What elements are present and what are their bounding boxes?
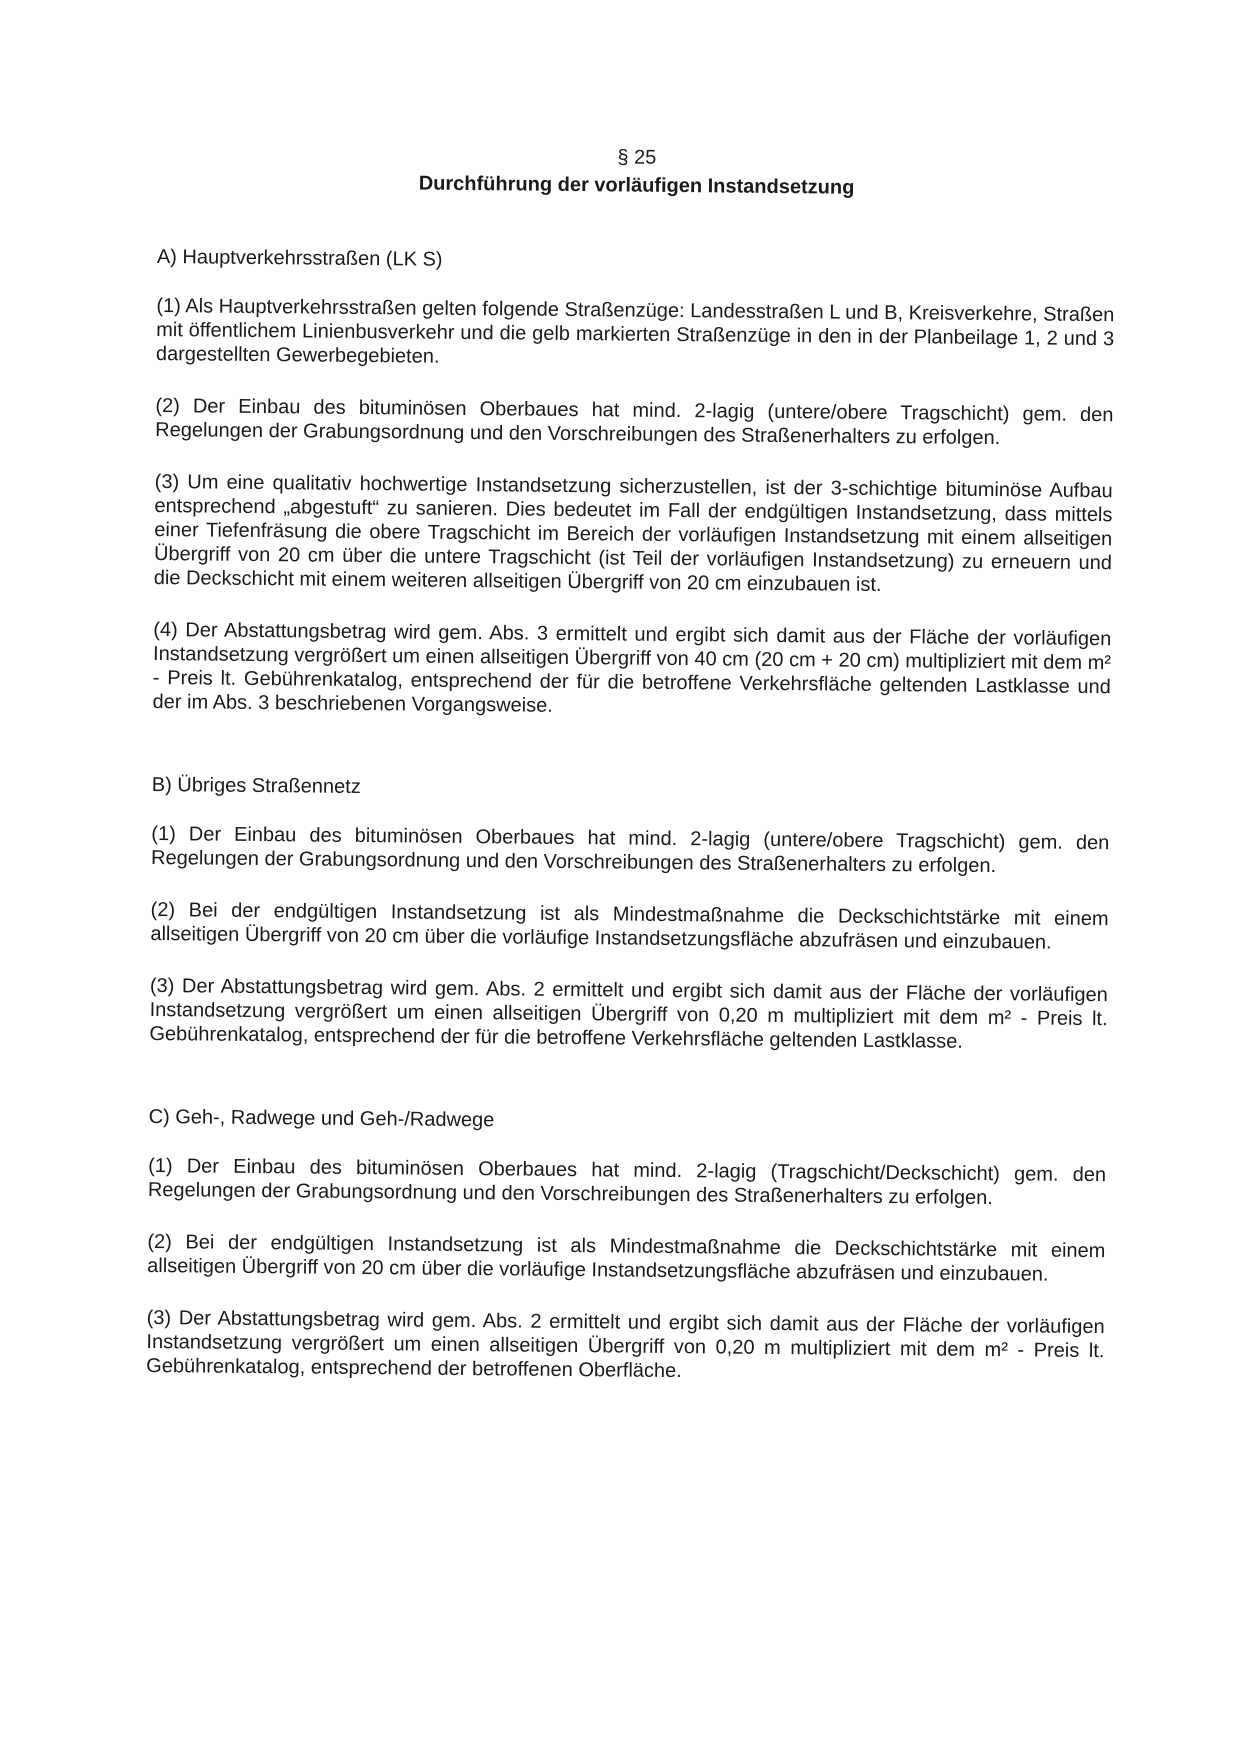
paragraph: (3) Der Abstattungsbetrag wird gem. Abs. 2 ermittelt und ergibt sich damit aus der Fläche der vorläufigen Instandsetzung vergrößert um einen allseitigen Übergriff von 0,20 m multipliziert mit dem m² - Preis lt. Gebührenkatalog, entsprechend der betroffenen Oberfläche. bbox=[146, 1306, 1105, 1383]
section-b bbox=[149, 772, 1110, 1055]
paragraph: (4) Der Abstattungsbetrag wird gem. Abs. 3 ermittelt und ergibt sich damit aus der Fläche der vorläufigen Instandsetzung vergrößert um einen allseitigen Übergriff von 40 cm (20 cm + 20 cm) multipliziert mit dem m² - Preis lt. Gebührenkatalog, entsprechend der für die betroffene Verkehrsfläche geltenden Lastklasse und der im Abs. 3 beschriebenen Vorgangsweise. bbox=[152, 618, 1112, 717]
page-content bbox=[146, 140, 1116, 1445]
paragraph: (2) Bei der endgültigen Instandsetzung ist als Mindestmaßnahme die Deckschichtstärke mit einem allseitigen Übergriff von 20 cm über die vorläufige Instandsetzungsfläche abzufräsen und einzubauen. bbox=[150, 898, 1109, 954]
section-number: § 25 bbox=[617, 146, 657, 169]
section-c bbox=[146, 1104, 1107, 1387]
paragraph: (3) Um eine qualitativ hochwertige Instandsetzung sicherzustellen, ist der 3-schichtige bituminöse Aufbau entsprechend „abgestuft“ zu sanieren. Dies bedeutet im Fall der endgültigen Instandsetzung, dass mittels einer Tiefenfräsung die obere Tragschicht im Bereich der vorläufigen Instandsetzung mit einem allseitigen Übergriff von 20 cm über die untere Tragschicht (ist Teil der vorläufigen Instandsetzung) zu erneuern und die Deckschicht mit einem weiteren allseitigen Übergriff von 20 cm einzubauen ist. bbox=[153, 470, 1113, 596]
section-heading: C) Geh-, Radwege und Geh-/Radwege bbox=[148, 1105, 495, 1132]
paragraph: (1) Als Hauptverkehrsstraßen gelten folgende Straßenzüge: Landesstraßen L und B, Kreisverkehre, Straßen mit öffentlichem Linienbusverkehr und die gelb markierten Straßenzüge in den in der Planbeilage 1, 2 und 3 dargestellten Gewerbegebieten. bbox=[155, 294, 1115, 368]
paragraph: (3) Der Abstattungsbetrag wird gem. Abs. 2 ermittelt und ergibt sich damit aus der Fläche der vorläufigen Instandsetzung vergrößert um einen allseitigen Übergriff von 0,20 m multipliziert mit dem m² - Preis lt. Gebührenkatalog, entsprechend der für die betroffene Verkehrsfläche geltenden Lastklasse. bbox=[149, 974, 1108, 1053]
paragraph: (2) Bei der endgültigen Instandsetzung ist als Mindestmaßnahme die Deckschichtstärke mit einem allseitigen Übergriff von 20 cm über die vorläufige Instandsetzungsfläche abzufräsen und einzubauen. bbox=[147, 1230, 1106, 1286]
paragraph: (2) Der Einbau des bituminösen Oberbaues hat mind. 2-lagig (untere/obere Tragschicht) gem. den Regelungen der Grabungsordnung und den Vorschreibungen des Straßenerhalters zu erfolgen. bbox=[155, 394, 1114, 450]
paragraph: (1) Der Einbau des bituminösen Oberbaues hat mind. 2-lagig (untere/obere Tragschicht) gem. den Regelungen der Grabungsordnung und den Vorschreibungen des Straßenerhalters zu erfolgen. bbox=[151, 822, 1110, 878]
section-a bbox=[152, 244, 1114, 723]
section-heading: B) Übriges Straßennetz bbox=[151, 773, 361, 798]
paragraph: (1) Der Einbau des bituminösen Oberbaues hat mind. 2-lagig (Tragschicht/Deckschicht) gem. den Regelungen der Grabungsordnung und den Vorschreibungen des Straßenerhalters zu erfolgen. bbox=[147, 1154, 1107, 1210]
section-heading: A) Hauptverkehrsstraßen (LK S) bbox=[156, 245, 443, 271]
page-title: Durchführung der vorläufigen Instandsetzung bbox=[418, 172, 855, 199]
